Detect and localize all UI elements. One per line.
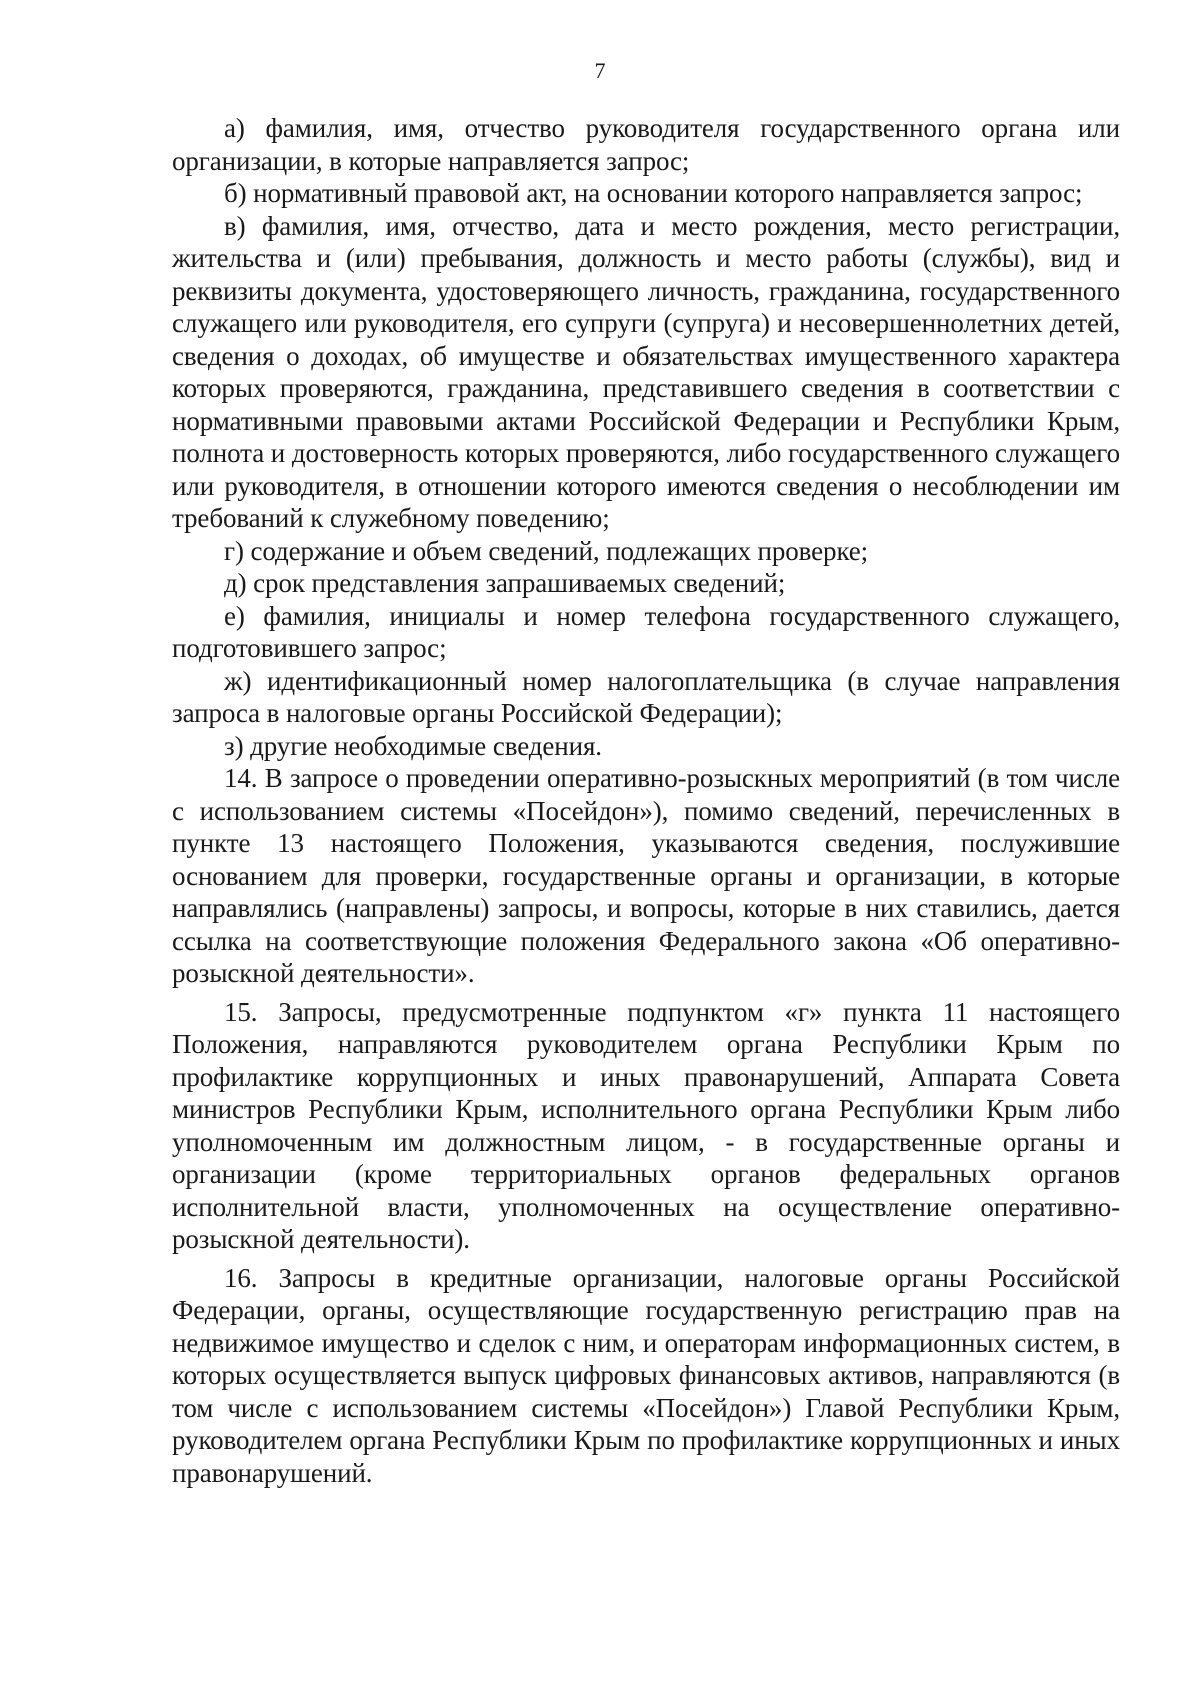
paragraph-16: 16. Запросы в кредитные организации, налоговые органы Российской Федерации, органы, осуществляющие государственную регистрацию прав на недвижимое имущество и сделок с ним, и операторам информационных систем, в которых осуществляется выпуск цифровых финансовых активов, направляются (в том числе с использованием системы «Посейдон») Главой Республики Крым, руководителем органа Республики Крым по профилактике коррупционных и иных правонарушений.: [172, 1262, 1120, 1488]
paragraph-13e: е) фамилия, инициалы и номер телефона государственного служащего, подготовившего запрос;: [172, 600, 1120, 663]
paragraph-13d: д) срок представления запрашиваемых сведений;: [224, 568, 786, 598]
paragraph-13zh: ж) идентификационный номер налогоплательщика (в случае направления запроса в налоговые органы Российской Федерации);: [172, 665, 1120, 728]
paragraph-14: 14. В запросе о проведении оперативно-розыскных мероприятий (в том числе с использованием системы «Посейдон»), помимо сведений, перечисленных в пункте 13 настоящего Положения, указываются сведения, послужившие основанием для проверки, государственные органы и организации, в которые направлялись (направлены) запросы, и вопросы, которые в них ставились, дается ссылка на соответствующие положения Федерального закона «Об оперативно-розыскной деятельности».: [172, 763, 1120, 988]
paragraph-15: 15. Запросы, предусмотренные подпунктом «г» пункта 11 настоящего Положения, направляются руководителем органа Республики Крым по профилактике коррупционных и иных правонарушений, Аппарата Совета министров Республики Крым, исполнительного органа Республики Крым либо уполномоченным им должностным лицом, - в государственные органы и организации (кроме территориальных органов федеральных органов исполнительной власти, уполномоченных на осуществление оперативно-розыскной деятельности).: [172, 996, 1120, 1254]
paragraph-13z: з) другие необходимые сведения.: [224, 730, 602, 761]
document-body: [172, 112, 1120, 1489]
paragraph-13b: б) нормативный правовой акт, на основании которого направляется запрос;: [224, 178, 1083, 208]
paragraph-13v: в) фамилия, имя, отчество, дата и место рождения, место регистрации, жительства и (или) пребывания, должность и место работы (службы), вид и реквизиты документа, удостоверяющего личность, гражданина, государственного служащего или руководителя, его супруги (супруга) и несовершеннолетних детей, сведения о доходах, об имуществе и обязательствах имущественного характера которых проверяются, гражданина, представившего сведения в соответствии с нормативными правовыми актами Российской Федерации и Республики Крым, полнота и достоверность которых проверяются, либо государственного служащего или руководителя, в отношении которого имеются сведения о несоблюдении им требований к служебному поведению;: [172, 210, 1120, 533]
page-number: 7: [594, 58, 606, 83]
paragraph-13g: г) содержание и объем сведений, подлежащих проверке;: [224, 535, 869, 566]
paragraph-13a: а) фамилия, имя, отчество руководителя государственного органа или организации, в которые направляется запрос;: [172, 113, 1120, 176]
